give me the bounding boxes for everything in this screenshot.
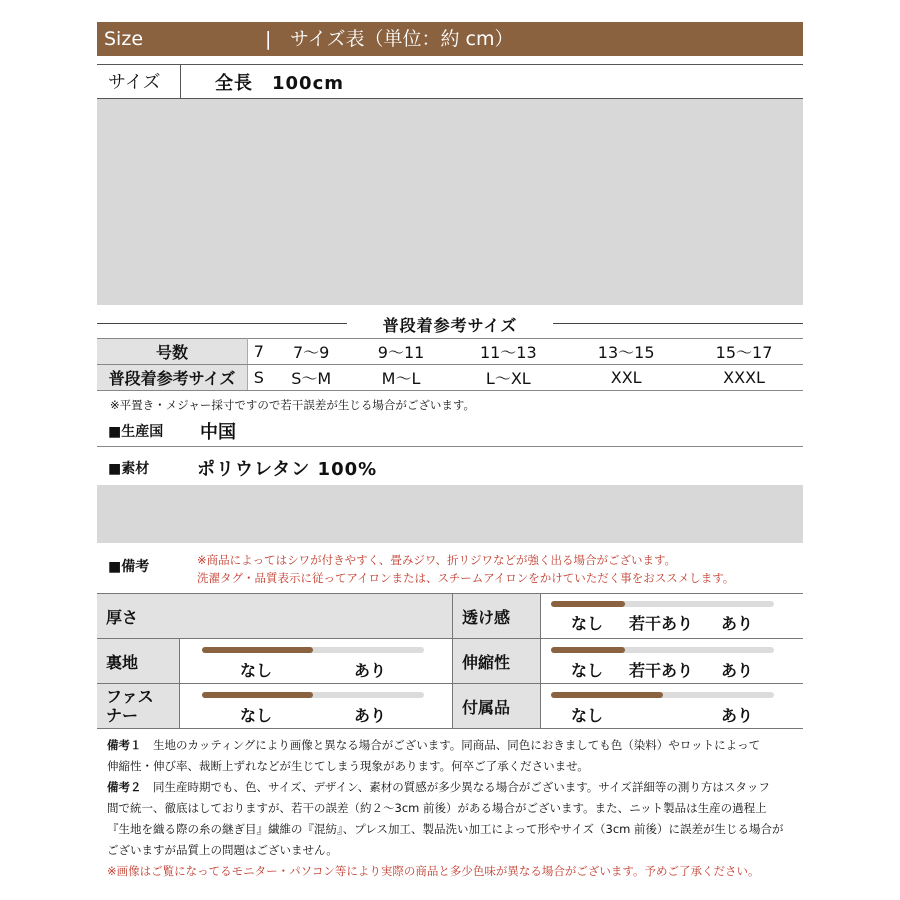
scale-option: あり (354, 661, 387, 680)
remarks-text: ※商品によってはシワが付きやすく、畳みジワ、折リジワなどが強く出る場合がございます。 (197, 553, 677, 567)
size-table-header (97, 22, 803, 56)
table-cell: 9〜11 (353, 339, 450, 365)
scale-track (551, 601, 774, 607)
divider (180, 64, 181, 98)
scale-track (202, 647, 424, 653)
attr-stretch-scale (541, 639, 803, 684)
attr-fastener-label: ファスナー (97, 684, 180, 729)
table-row (97, 339, 803, 365)
attr-transparency-scale (541, 594, 803, 639)
scale-fill (202, 647, 313, 653)
header-title-en: Size (104, 28, 144, 50)
scale-option: あり (721, 706, 754, 725)
attr-transparency-label: 透け感 (453, 594, 541, 639)
scale-option: 若干あり (629, 661, 694, 680)
remarks-text: 洗濯タグ・品質表示に従ってアイロンまたは、スチームアイロンをかけていただく事をおススメします。 (197, 571, 735, 585)
scale-option: なし (571, 614, 604, 633)
reference-size-title: 普段着参考サイズ (0, 313, 900, 336)
scale-option: なし (240, 661, 273, 680)
row-header: 普段着参考サイズ (97, 365, 248, 391)
table-cell: S〜M (270, 365, 353, 391)
attr-lining-label: 裏地 (97, 639, 180, 684)
scale-fill (551, 647, 625, 653)
origin-value: 中国 (200, 422, 236, 443)
table-row (97, 365, 803, 391)
table-cell: 11〜13 (449, 339, 567, 365)
scale-fill (551, 601, 625, 607)
note-2-cont: 『生地を織る際の糸の継ぎ目』繊維の『混紡』、プレス加工、製品洗い加工によって形やサイズ（3cm 前後）に誤差が生じる場合が (107, 822, 784, 836)
attr-stretch-label: 伸縮性 (453, 639, 541, 684)
scale-fill (202, 692, 313, 698)
scale-option: なし (240, 706, 273, 725)
material-image-placeholder (97, 485, 803, 543)
header-title-jp: サイズ表（単位：約 cm） (290, 28, 514, 50)
divider (97, 446, 803, 447)
size-label: サイズ (108, 72, 161, 93)
table-cell: L〜XL (449, 365, 567, 391)
attr-fastener-scale (180, 684, 453, 729)
table-cell: 15〜17 (685, 339, 803, 365)
note-2-cont: ございますが品質上の問題はございません。 (107, 843, 338, 857)
attr-lining-scale (180, 639, 453, 684)
product-image-placeholder (97, 99, 803, 305)
attr-thickness-label: 厚さ (97, 594, 453, 639)
note-2: 備考２ 同生産時期でも、色、サイズ、デザイン、素材の質感が多少異なる場合がございます。サイズ詳細等の測り方はスタッフ (107, 780, 770, 794)
origin-label: ■生産国 (108, 424, 164, 440)
color-warning: ※画像はご覧になってるモニター・パソコン等により実際の商品と多少色味が異なる場合がございます。予めご了承ください。 (107, 864, 760, 878)
scale-option: あり (354, 706, 387, 725)
note-1-cont: 伸縮性・伸び率、裁断上ずれなどが生じてしまう現象があります。何卒ご了承くださいませ。 (107, 759, 589, 773)
attr-accessories-label: 付属品 (453, 684, 541, 729)
scale-track (202, 692, 424, 698)
scale-option: 若干あり (629, 614, 694, 633)
table-cell: 13〜15 (567, 339, 685, 365)
note-2-cont: 間で統一、徹底はしておりますが、若干の誤差（約２〜3cm 前後）がある場合がございます。また、ニット製品は生産の過程上 (107, 801, 767, 815)
reference-size-table (97, 338, 803, 391)
scale-option: なし (571, 661, 604, 680)
table-cell: XXL (567, 365, 685, 391)
scale-option: なし (571, 706, 604, 725)
row-header: 号数 (97, 339, 248, 365)
scale-track (551, 692, 774, 698)
material-value: ポリウレタン 100% (197, 459, 378, 480)
table-cell: XXXL (685, 365, 803, 391)
scale-fill (551, 692, 663, 698)
scale-option: あり (721, 661, 754, 680)
divider (97, 64, 803, 65)
scale-option: あり (721, 614, 754, 633)
table-cell: M〜L (353, 365, 450, 391)
table-cell: 7 (248, 339, 270, 365)
scale-track (551, 647, 774, 653)
header-separator: | (265, 28, 272, 50)
note-1: 備考１ 生地のカッティングにより画像と異なる場合がございます。同商品、同色におきましても色（染料）やロットによって (107, 738, 761, 752)
attr-accessories-scale (541, 684, 803, 729)
table-cell: S (248, 365, 270, 391)
remarks-label: ■備考 (108, 559, 150, 575)
measurement-note: ※平置き・メジャー採寸ですので若干誤差が生じる場合がございます。 (110, 398, 475, 412)
material-label: ■素材 (108, 461, 150, 477)
table-cell: 7〜9 (270, 339, 353, 365)
size-value: 全長 100cm (215, 73, 344, 94)
